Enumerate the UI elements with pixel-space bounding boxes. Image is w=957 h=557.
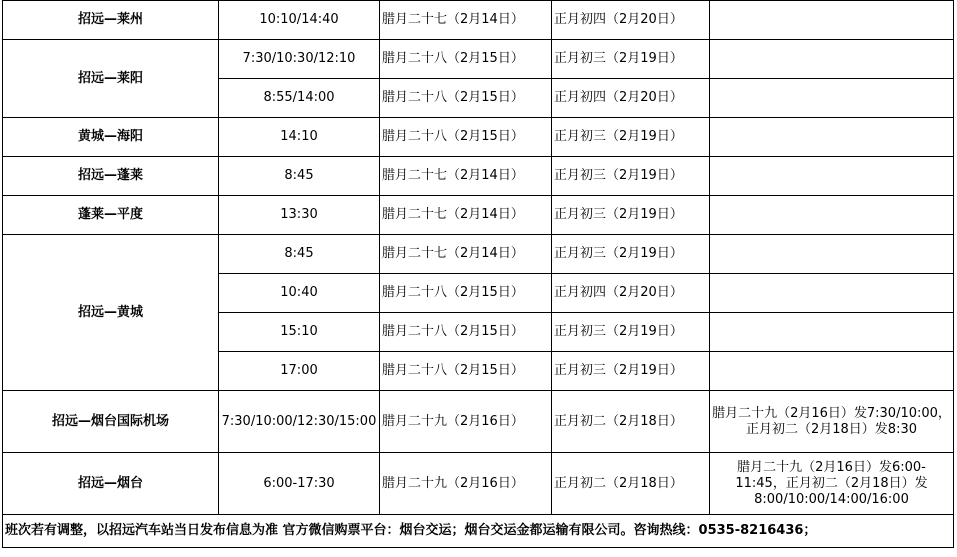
route-cell: 招远—蓬莱: [3, 157, 219, 196]
return-date-cell: 正月初三（2月19日）: [552, 118, 710, 157]
return-date-cell: 正月初三（2月19日）: [552, 313, 710, 352]
return-date-cell: 正月初三（2月19日）: [552, 352, 710, 391]
route-cell: 招远—黄城: [3, 235, 219, 391]
return-date-cell: 正月初二（2月18日）: [552, 453, 710, 515]
depart-date-cell: 腊月二十七（2月14日）: [380, 196, 552, 235]
time-cell: 13:30: [219, 196, 380, 235]
time-cell: 8:55/14:00: [219, 79, 380, 118]
depart-date-cell: 腊月二十八（2月15日）: [380, 352, 552, 391]
note-cell: [710, 1, 954, 40]
time-cell: 8:45: [219, 235, 380, 274]
footer-row: [3, 515, 954, 548]
time-cell: 17:00: [219, 352, 380, 391]
route-cell: 招远—莱州: [3, 1, 219, 40]
return-date-cell: 正月初四（2月20日）: [552, 274, 710, 313]
depart-date-cell: 腊月二十九（2月16日）: [380, 453, 552, 515]
note-cell: [710, 79, 954, 118]
time-cell: 10:40: [219, 274, 380, 313]
depart-date-cell: 腊月二十八（2月15日）: [380, 274, 552, 313]
time-cell: 7:30/10:30/12:10: [219, 40, 380, 79]
footer-notice: 班次若有调整，以招远汽车站当日发布信息为准 官方微信购票平台：烟台交运；烟台交运金都运输有限公司。咨询热线：0535-8216436；: [3, 515, 954, 548]
time-cell: 10:10/14:40: [219, 1, 380, 40]
return-date-cell: 正月初三（2月19日）: [552, 157, 710, 196]
depart-date-cell: 腊月二十七（2月14日）: [380, 235, 552, 274]
depart-date-cell: 腊月二十七（2月14日）: [380, 157, 552, 196]
return-date-cell: 正月初三（2月19日）: [552, 40, 710, 79]
table-row: [3, 118, 954, 157]
depart-date-cell: 腊月二十八（2月15日）: [380, 40, 552, 79]
bus-schedule-table: [2, 0, 954, 548]
depart-date-cell: 腊月二十七（2月14日）: [380, 1, 552, 40]
return-date-cell: 正月初二（2月18日）: [552, 391, 710, 453]
time-cell: 14:10: [219, 118, 380, 157]
route-cell: 蓬莱—平度: [3, 196, 219, 235]
table-row: [3, 196, 954, 235]
depart-date-cell: 腊月二十八（2月15日）: [380, 118, 552, 157]
return-date-cell: 正月初三（2月19日）: [552, 196, 710, 235]
depart-date-cell: 腊月二十九（2月16日）: [380, 391, 552, 453]
note-cell: [710, 118, 954, 157]
table-row: [3, 453, 954, 515]
table-row: [3, 1, 954, 40]
depart-date-cell: 腊月二十八（2月15日）: [380, 313, 552, 352]
note-cell: [710, 313, 954, 352]
note-cell: [710, 40, 954, 79]
note-cell: [710, 352, 954, 391]
route-cell: 黄城—海阳: [3, 118, 219, 157]
note-cell: 腊月二十九（2月16日）发6:00-11:45，正月初二（2月18日）发8:00/10:00/14:00/16:00: [710, 453, 954, 515]
time-cell: 15:10: [219, 313, 380, 352]
note-cell: [710, 274, 954, 313]
time-cell: 7:30/10:00/12:30/15:00: [219, 391, 380, 453]
time-cell: 8:45: [219, 157, 380, 196]
route-cell: 招远—烟台国际机场: [3, 391, 219, 453]
table-row: [3, 157, 954, 196]
table-row: [3, 391, 954, 453]
depart-date-cell: 腊月二十八（2月15日）: [380, 79, 552, 118]
return-date-cell: 正月初四（2月20日）: [552, 1, 710, 40]
table-row: [3, 40, 954, 79]
table-row: [3, 235, 954, 274]
note-cell: [710, 157, 954, 196]
time-cell: 6:00-17:30: [219, 453, 380, 515]
note-cell: [710, 235, 954, 274]
note-cell: 腊月二十九（2月16日）发7:30/10:00，正月初二（2月18日）发8:30: [710, 391, 954, 453]
note-cell: [710, 196, 954, 235]
return-date-cell: 正月初四（2月20日）: [552, 79, 710, 118]
route-cell: 招远—莱阳: [3, 40, 219, 118]
return-date-cell: 正月初三（2月19日）: [552, 235, 710, 274]
route-cell: 招远—烟台: [3, 453, 219, 515]
